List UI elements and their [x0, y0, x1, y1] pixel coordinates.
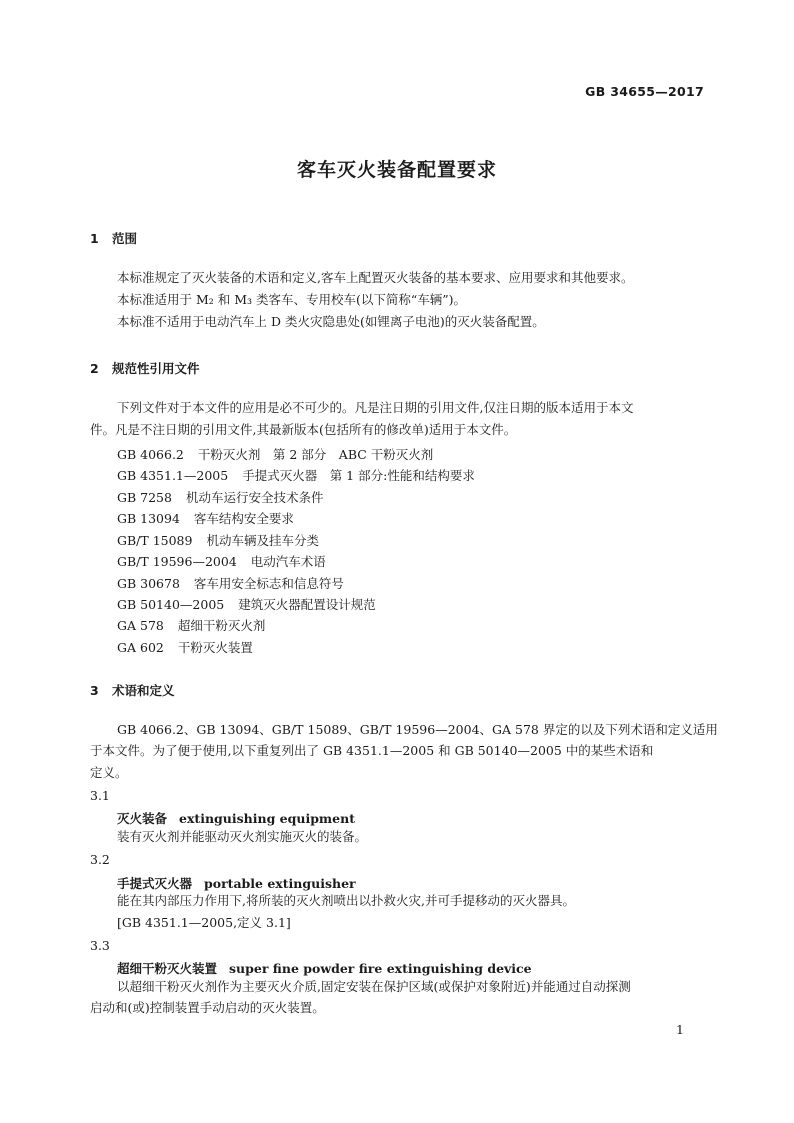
reference-item: GB 4066.2 干粉灭火剂 第 2 部分 ABC 干粉灭火剂 — [117, 447, 434, 462]
reference-item: GA 578 超细干粉灭火剂 — [117, 618, 266, 633]
paragraph: 本标准不适用于电动汽车上 D 类火灾隐患处(如锂离子电池)的灭火装备配置。 — [117, 314, 545, 329]
clause-number: 3.2 — [90, 852, 110, 867]
paragraph: 于本文件。为了便于使用,以下重复列出了 GB 4351.1—2005 和 GB 50140—2005 中的某些术语和 — [90, 743, 654, 758]
reference-item: GB/T 19596—2004 电动汽车术语 — [117, 554, 326, 569]
clause-number: 3.1 — [90, 788, 110, 803]
reference-item: GB 13094 客车结构安全要求 — [117, 511, 294, 526]
standard-code: GB 34655—2017 — [585, 84, 704, 99]
paragraph: 下列文件对于本文件的应用是必不可少的。凡是注日期的引用文件,仅注日期的版本适用于本文 — [117, 400, 634, 415]
reference-item: GB 7258 机动车运行安全技术条件 — [117, 490, 324, 505]
section-number: 2 — [90, 361, 99, 376]
page-title: 客车灭火装备配置要求 — [296, 159, 497, 181]
term-definition: 以超细干粉灭火剂作为主要灭火介质,固定安装在保护区域(或保护对象附近)并能通过自动探测 — [117, 979, 631, 994]
paragraph: GB 4066.2、GB 13094、GB/T 15089、GB/T 19596—2004、GA 578 界定的以及下列术语和定义适用 — [117, 722, 718, 737]
paragraph: 件。凡是不注日期的引用文件,其最新版本(包括所有的修改单)适用于本文件。 — [90, 422, 517, 437]
term-zh: 手提式灭火器 — [117, 876, 193, 891]
section-3-heading — [90, 681, 175, 699]
section-title: 范围 — [112, 231, 138, 246]
reference-item: GB/T 15089 机动车辆及挂车分类 — [117, 533, 319, 548]
paragraph: 定义。 — [90, 765, 128, 780]
reference-item: GB 4351.1—2005 手提式灭火器 第 1 部分:性能和结构要求 — [117, 468, 475, 483]
section-number: 3 — [90, 683, 99, 698]
paragraph: 本标准适用于 M₂ 和 M₃ 类客车、专用校车(以下简称“车辆”)。 — [117, 292, 467, 307]
term-zh: 超细干粉灭火装置 — [117, 961, 218, 976]
term-heading — [117, 809, 355, 827]
section-title: 术语和定义 — [112, 683, 175, 698]
section-2-heading — [90, 359, 200, 377]
term-en: super fine powder fire extinguishing device — [229, 961, 532, 976]
reference-item: GA 602 干粉灭火装置 — [117, 640, 253, 655]
reference-item: GB 30678 客车用安全标志和信息符号 — [117, 576, 344, 591]
reference-item: GB 50140—2005 建筑灭火器配置设计规范 — [117, 597, 376, 612]
section-title: 规范性引用文件 — [112, 361, 200, 376]
clause-number: 3.3 — [90, 938, 110, 953]
page-number: 1 — [676, 1022, 684, 1037]
term-heading — [117, 959, 532, 977]
term-source: [GB 4351.1—2005,定义 3.1] — [117, 915, 291, 930]
term-definition: 能在其内部压力作用下,将所装的灭火剂喷出以扑救火灾,并可手提移动的灭火器具。 — [117, 893, 575, 908]
section-1-heading — [90, 229, 137, 247]
term-heading — [117, 874, 356, 892]
term-definition: 装有灭火剂并能驱动灭火剂实施灭火的装备。 — [117, 829, 368, 844]
term-zh: 灭火装备 — [117, 811, 168, 826]
paragraph: 本标准规定了灭火装备的术语和定义,客车上配置灭火装备的基本要求、应用要求和其他要求。 — [117, 270, 634, 285]
term-en: extinguishing equipment — [179, 811, 355, 826]
term-en: portable extinguisher — [204, 876, 356, 891]
section-number: 1 — [90, 231, 99, 246]
term-definition: 启动和(或)控制装置手动启动的灭火装置。 — [90, 1000, 325, 1015]
